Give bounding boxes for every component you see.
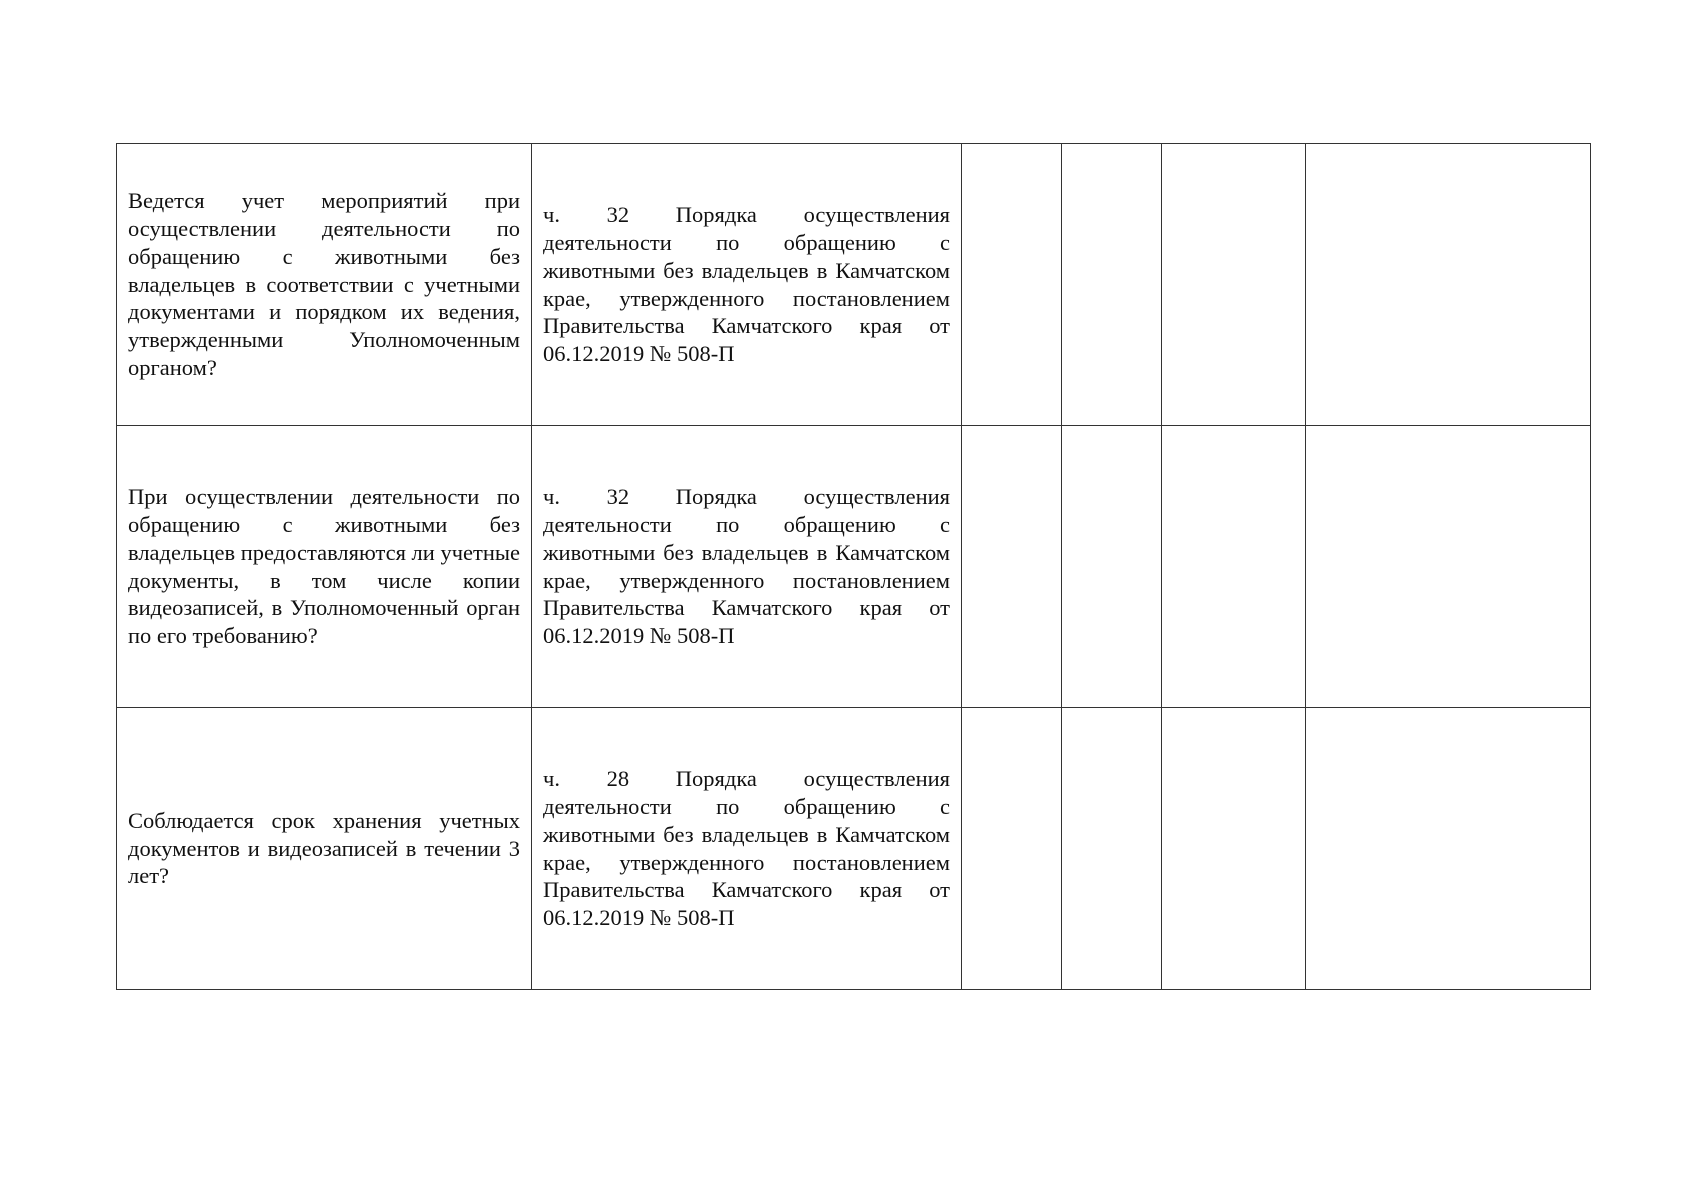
answer-yes-cell: [962, 426, 1062, 708]
question-cell: [117, 144, 532, 426]
answer-yes-cell: [962, 708, 1062, 990]
reference-cell: [532, 144, 962, 426]
note-cell: [1306, 708, 1591, 990]
reference-cell: [532, 708, 962, 990]
question-text: Ведется учет мероприятий при осуществлении деятельности по обращению с животными без владельцев в соответствии с учетными документами и порядком их ведения, утвержденными Уполномоченным органом?: [128, 188, 520, 380]
reference-text: ч. 28 Порядка осуществления деятельности по обращению с животными без владельцев в Камчатском крае, утвержденного постановлением Правительства Камчатского края от 06.12.2019 № 508-П: [543, 766, 950, 931]
table-row: [117, 144, 1591, 426]
reference-cell: [532, 426, 962, 708]
question-text: При осуществлении деятельности по обращению с животными без владельцев предоставляются ли учетные документы, в том числе копии видеозаписей, в Уполномоченный орган по его требованию?: [128, 484, 520, 649]
not-applicable-cell: [1162, 144, 1306, 426]
note-cell: [1306, 144, 1591, 426]
question-text: Соблюдается срок хранения учетных документов и видеозаписей в течении 3 лет?: [128, 807, 520, 889]
note-cell: [1306, 426, 1591, 708]
table-row: [117, 426, 1591, 708]
table-row: [117, 708, 1591, 990]
checklist-table: [116, 143, 1591, 990]
answer-no-cell: [1062, 426, 1162, 708]
answer-no-cell: [1062, 708, 1162, 990]
answer-yes-cell: [962, 144, 1062, 426]
answer-no-cell: [1062, 144, 1162, 426]
question-cell: [117, 708, 532, 990]
not-applicable-cell: [1162, 426, 1306, 708]
question-cell: [117, 426, 532, 708]
not-applicable-cell: [1162, 708, 1306, 990]
reference-text: ч. 32 Порядка осуществления деятельности по обращению с животными без владельцев в Камчатском крае, утвержденного постановлением Правительства Камчатского края от 06.12.2019 № 508-П: [543, 484, 950, 649]
reference-text: ч. 32 Порядка осуществления деятельности по обращению с животными без владельцев в Камчатском крае, утвержденного постановлением Правительства Камчатского края от 06.12.2019 № 508-П: [543, 202, 950, 367]
